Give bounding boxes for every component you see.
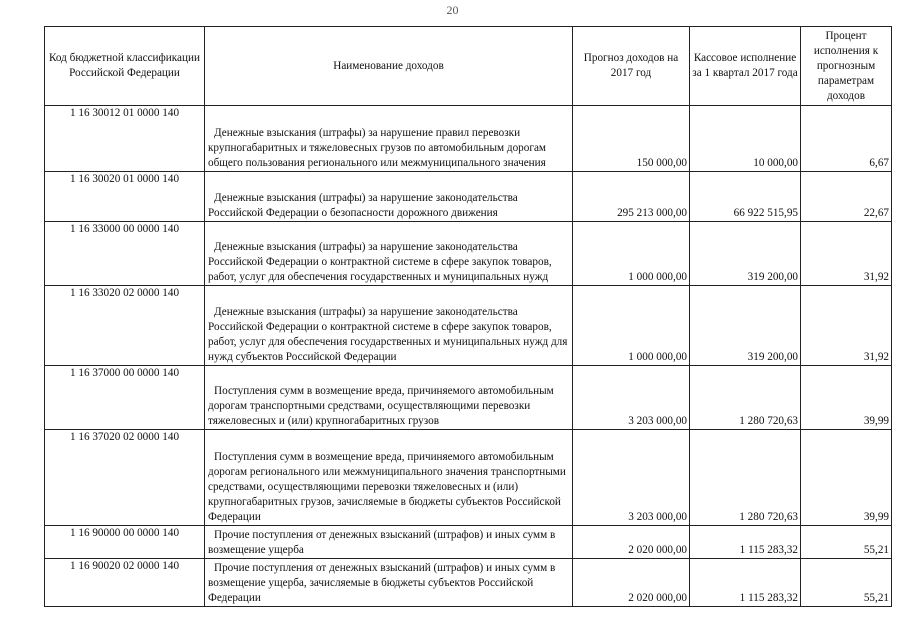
table-row <box>45 172 892 222</box>
cell-forecast: 1 000 000,00 <box>573 222 690 286</box>
cell-code: 1 16 90000 00 0000 140 <box>45 526 205 559</box>
cell-execution: 10 000,00 <box>690 106 801 172</box>
cell-forecast: 2 020 000,00 <box>573 559 690 607</box>
cell-code: 1 16 30012 01 0000 140 <box>45 106 205 172</box>
cell-execution: 1 280 720,63 <box>690 366 801 430</box>
cell-execution: 319 200,00 <box>690 286 801 366</box>
cell-name: Прочие поступления от денежных взысканий (штрафов) и иных сумм в возмещение ущерба <box>205 526 573 559</box>
cell-name: Поступления сумм в возмещение вреда, причиняемого автомобильным дорогам регионального или межмуниципального значения транспортными средствами, осуществляющими перевозки тяжеловесных и (или) крупногабаритных грузов, зачисляемые в бюджеты субъектов Российской Федерации <box>205 430 573 526</box>
cell-code: 1 16 37000 00 0000 140 <box>45 366 205 430</box>
cell-forecast: 2 020 000,00 <box>573 526 690 559</box>
table-header-row <box>45 27 892 106</box>
cell-percent: 55,21 <box>801 526 892 559</box>
table-row <box>45 559 892 607</box>
cell-forecast: 1 000 000,00 <box>573 286 690 366</box>
header-forecast: Прогноз доходов на 2017 год <box>573 27 690 106</box>
cell-percent: 22,67 <box>801 172 892 222</box>
cell-execution: 1 115 283,32 <box>690 526 801 559</box>
cell-code: 1 16 37020 02 0000 140 <box>45 430 205 526</box>
cell-name: Денежные взыскания (штрафы) за нарушение правил перевозки крупногабаритных и тяжеловесных грузов по автомобильным дорогам общего пользования регионального или межмуниципального значения <box>205 106 573 172</box>
cell-percent: 39,99 <box>801 430 892 526</box>
header-code: Код бюджетной классификации Российской Федерации <box>45 27 205 106</box>
cell-forecast: 3 203 000,00 <box>573 366 690 430</box>
cell-forecast: 295 213 000,00 <box>573 172 690 222</box>
table-row <box>45 526 892 559</box>
cell-percent: 6,67 <box>801 106 892 172</box>
header-execution: Кассовое исполнение за 1 квартал 2017 года <box>690 27 801 106</box>
cell-forecast: 150 000,00 <box>573 106 690 172</box>
table-row <box>45 430 892 526</box>
cell-forecast: 3 203 000,00 <box>573 430 690 526</box>
header-percent: Процент исполнения к прогнозным параметрам доходов <box>801 27 892 106</box>
table-row <box>45 286 892 366</box>
revenue-table <box>44 26 892 607</box>
cell-name: Прочие поступления от денежных взысканий (штрафов) и иных сумм в возмещение ущерба, зачисляемые в бюджеты субъектов Российской Федерации <box>205 559 573 607</box>
cell-name: Денежные взыскания (штрафы) за нарушение законодательства Российской Федерации о контрактной системе в сфере закупок товаров, работ, услуг для обеспечения государственных и муниципальных нужд <box>205 222 573 286</box>
cell-code: 1 16 33020 02 0000 140 <box>45 286 205 366</box>
cell-execution: 1 115 283,32 <box>690 559 801 607</box>
cell-percent: 39,99 <box>801 366 892 430</box>
cell-percent: 31,92 <box>801 286 892 366</box>
cell-name: Денежные взыскания (штрафы) за нарушение законодательства Российской Федерации о контрактной системе в сфере закупок товаров, работ, услуг для обеспечения государственных и муниципальных нужд для нужд субъектов Российской Федерации <box>205 286 573 366</box>
table-row <box>45 222 892 286</box>
cell-execution: 1 280 720,63 <box>690 430 801 526</box>
cell-name: Поступления сумм в возмещение вреда, причиняемого автомобильным дорогам транспортными средствами, осуществляющими перевозки тяжеловесных и (или) крупногабаритных грузов <box>205 366 573 430</box>
cell-code: 1 16 33000 00 0000 140 <box>45 222 205 286</box>
cell-name: Денежные взыскания (штрафы) за нарушение законодательства Российской Федерации о безопасности дорожного движения <box>205 172 573 222</box>
header-name: Наименование доходов <box>205 27 573 106</box>
cell-code: 1 16 30020 01 0000 140 <box>45 172 205 222</box>
table-row <box>45 366 892 430</box>
cell-percent: 31,92 <box>801 222 892 286</box>
cell-execution: 66 922 515,95 <box>690 172 801 222</box>
table-row <box>45 106 892 172</box>
cell-percent: 55,21 <box>801 559 892 607</box>
page-number: 20 <box>446 3 459 17</box>
cell-code: 1 16 90020 02 0000 140 <box>45 559 205 607</box>
cell-execution: 319 200,00 <box>690 222 801 286</box>
